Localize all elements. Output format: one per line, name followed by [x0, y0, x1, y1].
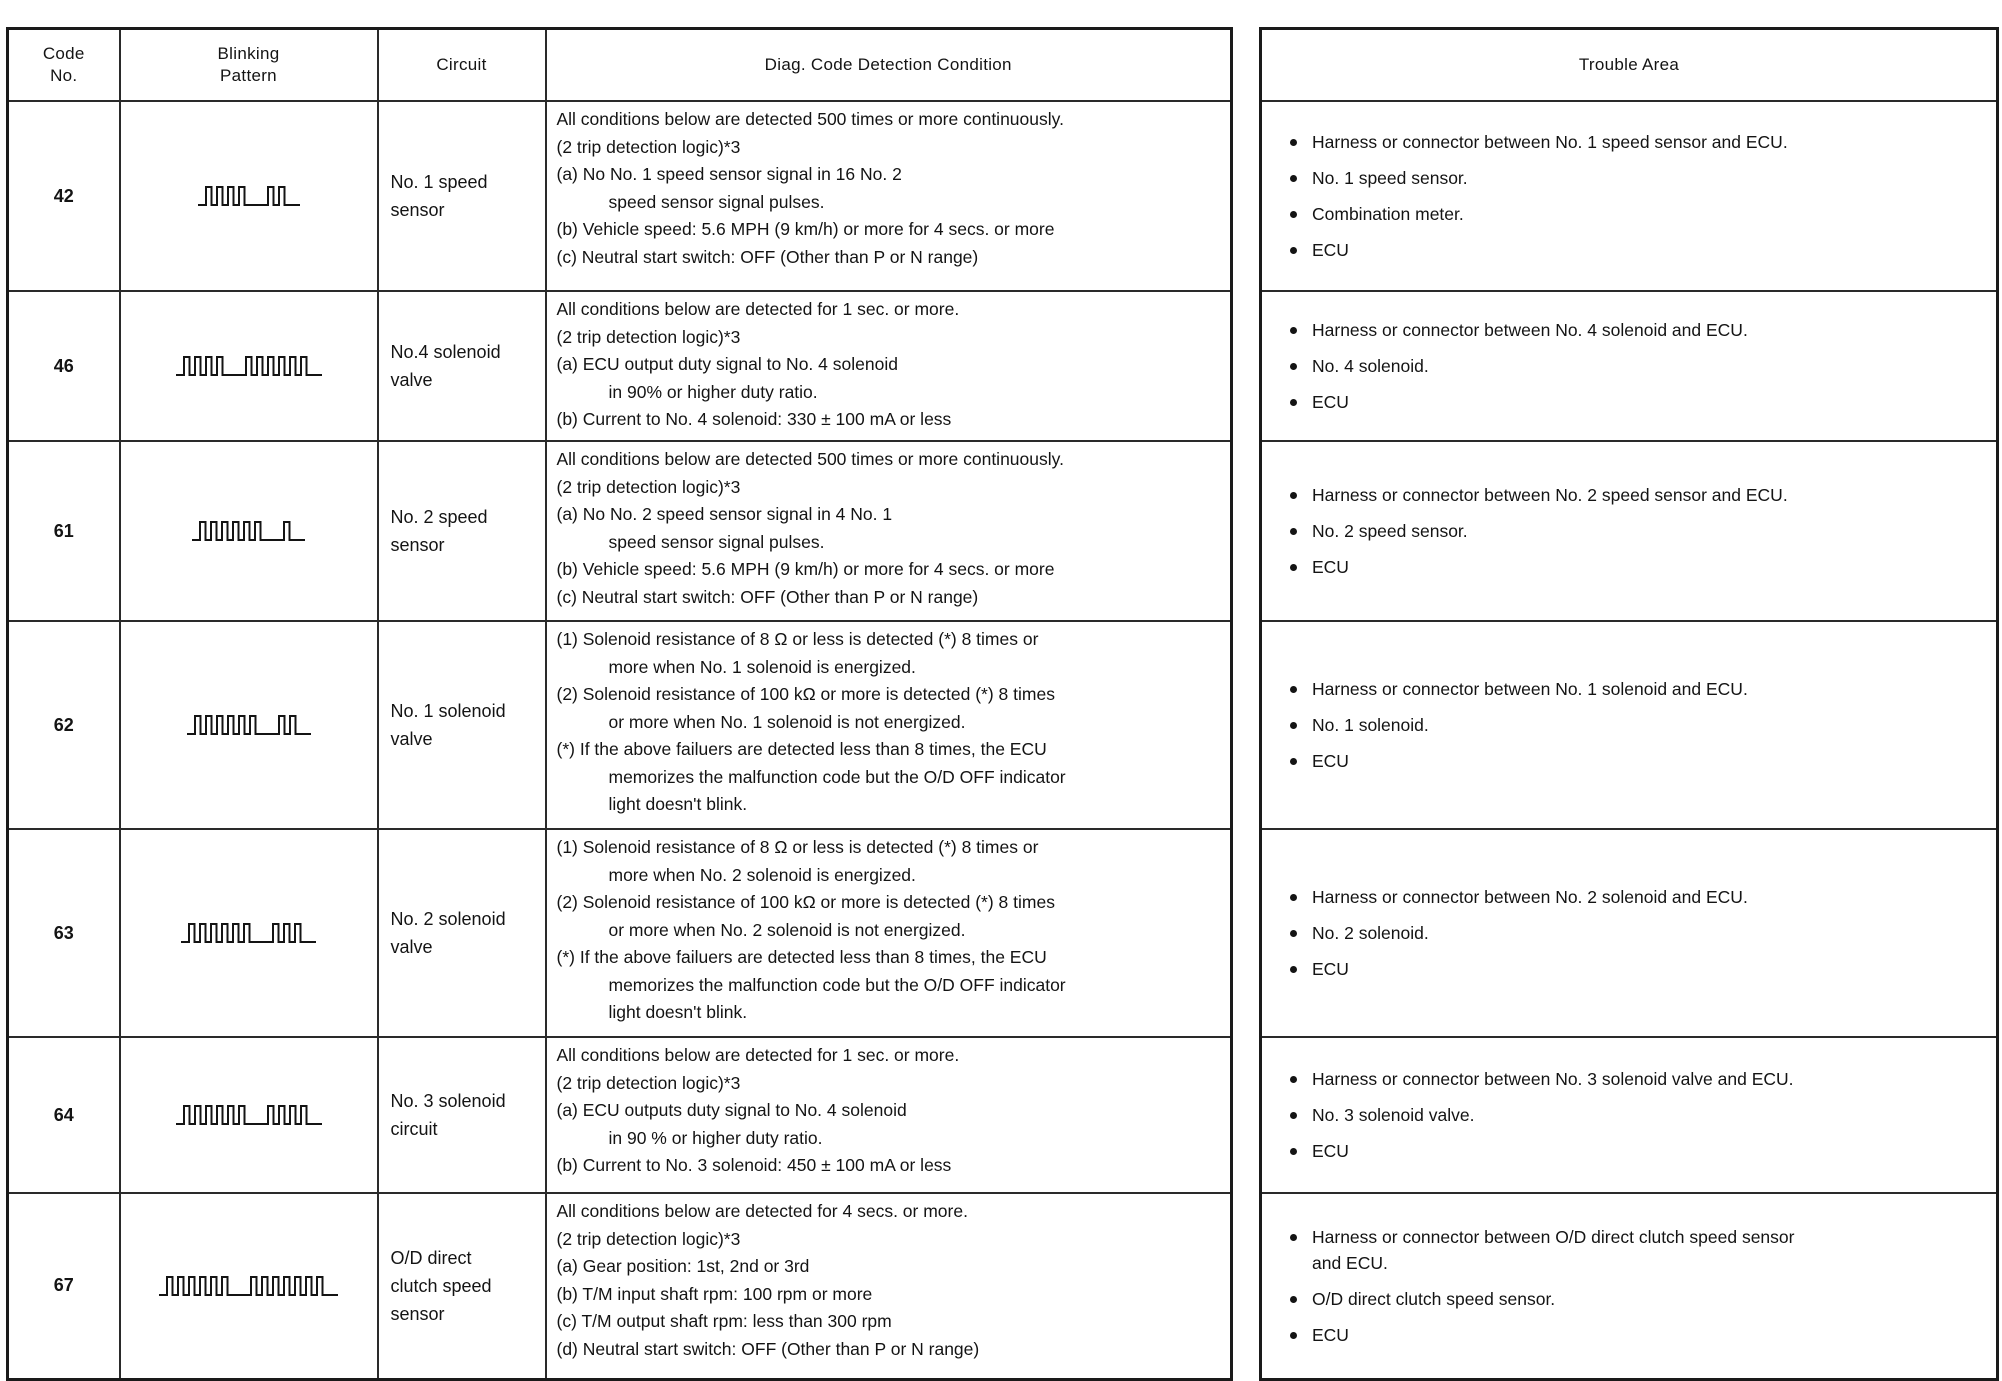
circuit-name	[378, 291, 546, 441]
trouble-area	[1261, 441, 1998, 621]
trouble-item	[1288, 920, 1982, 946]
condition-line: in 90% or higher duty ratio.	[608, 381, 818, 402]
code-number: 67	[8, 1193, 120, 1379]
circuit-name	[378, 1193, 546, 1379]
table-row	[8, 1037, 1232, 1193]
waveform-line	[198, 187, 300, 205]
condition-line: All conditions below are detected for 1 sec. or more.	[556, 1045, 960, 1065]
condition-line: (2 trip detection logic)*3	[556, 136, 741, 157]
detection-condition	[546, 1193, 1232, 1379]
blinking-pattern	[120, 441, 378, 621]
table-row	[8, 621, 1232, 829]
circuit-line: circuit	[390, 1119, 438, 1139]
condition-line: (*) If the above failuers are detected less than 8 times, the ECU	[556, 739, 1047, 759]
table-row	[1261, 441, 1998, 621]
waveform-line	[159, 1277, 338, 1295]
trouble-item	[1288, 389, 1982, 415]
circuit-line: No. 3 solenoid	[390, 1091, 506, 1111]
code-number: 64	[8, 1037, 120, 1193]
circuit-name	[378, 1037, 546, 1193]
trouble-item	[1288, 237, 1982, 263]
condition-line: All conditions below are detected for 1 sec. or more.	[556, 299, 960, 319]
condition-line: memorizes the malfunction code but the O/D OFF indicator	[608, 974, 1066, 995]
condition-line: in 90 % or higher duty ratio.	[608, 1127, 823, 1148]
trouble-item	[1288, 1066, 1982, 1092]
detection-condition	[546, 101, 1232, 291]
blink-pattern-waveform	[176, 1102, 322, 1128]
condition-line: (b) Vehicle speed: 5.6 MPH (9 km/h) or more for 4 secs. or more	[556, 559, 1055, 579]
condition-line: (b) Current to No. 4 solenoid: 330 ± 100 mA or less	[556, 409, 952, 429]
condition-line: (a) No No. 1 speed sensor signal in 16 No. 2	[556, 164, 902, 184]
circuit-line: sensor	[390, 200, 445, 220]
condition-line: (2) Solenoid resistance of 100 kΩ or more is detected (*) 8 times	[556, 684, 1055, 704]
trouble-item-text: ECU	[1312, 392, 1349, 412]
trouble-item-text: No. 2 solenoid.	[1312, 923, 1429, 943]
circuit-name	[378, 101, 546, 291]
trouble-item	[1288, 1102, 1982, 1128]
condition-line: (d) Neutral start switch: OFF (Other than P or N range)	[556, 1338, 980, 1359]
trouble-item	[1288, 518, 1982, 544]
trouble-item-text: O/D direct clutch speed sensor.	[1312, 1288, 1556, 1309]
trouble-item-text: ECU	[1312, 751, 1349, 771]
condition-line: speed sensor signal pulses.	[608, 531, 825, 552]
trouble-item-text: No. 1 solenoid.	[1312, 715, 1429, 735]
condition-line: (a) ECU output duty signal to No. 4 solenoid	[556, 354, 898, 374]
header-detection-condition: Diag. Code Detection Condition	[546, 29, 1232, 102]
trouble-item-text: ECU	[1312, 240, 1349, 260]
trouble-item	[1288, 165, 1982, 191]
diag-code-table	[6, 27, 1233, 1381]
trouble-area-table	[1259, 27, 1999, 1381]
condition-line: (2 trip detection logic)*3	[556, 326, 741, 347]
header-blinking-pattern: Blinking Pattern	[120, 29, 378, 102]
trouble-item-text: No. 1 speed sensor.	[1312, 168, 1468, 188]
waveform-line	[187, 716, 311, 734]
waveform-line	[176, 357, 322, 375]
trouble-area	[1261, 829, 1998, 1037]
condition-line: or more when No. 2 solenoid is not energized.	[608, 919, 966, 940]
condition-line: more when No. 1 solenoid is energized.	[608, 656, 916, 677]
blink-pattern-waveform	[198, 183, 300, 209]
condition-line: (c) Neutral start switch: OFF (Other than P or N range)	[556, 586, 979, 607]
condition-line: (a) ECU outputs duty signal to No. 4 solenoid	[556, 1100, 907, 1120]
circuit-line: No. 2 solenoid	[390, 909, 506, 929]
trouble-table-header-row	[1261, 29, 1998, 102]
trouble-item	[1288, 317, 1982, 343]
circuit-line: No. 2 speed	[390, 507, 488, 527]
table-row	[1261, 1037, 1998, 1193]
blink-pattern-waveform	[181, 920, 316, 946]
circuit-name	[378, 829, 546, 1037]
table-row	[8, 1193, 1232, 1379]
trouble-item-text: Harness or connector between No. 2 solenoid and ECU.	[1312, 887, 1748, 907]
trouble-item	[1288, 1138, 1982, 1164]
detection-condition	[546, 829, 1232, 1037]
detection-condition	[546, 441, 1232, 621]
circuit-line: valve	[390, 729, 433, 749]
condition-line: (*) If the above failuers are detected less than 8 times, the ECU	[556, 947, 1047, 967]
detection-condition	[546, 621, 1232, 829]
trouble-item-text: ECU	[1312, 557, 1349, 577]
code-number: 61	[8, 441, 120, 621]
header-circuit: Circuit	[378, 29, 546, 102]
circuit-line: sensor	[390, 535, 445, 555]
table-row	[1261, 1193, 1998, 1379]
condition-line: (2 trip detection logic)*3	[556, 1228, 741, 1249]
condition-line: speed sensor signal pulses.	[608, 191, 825, 212]
condition-line: or more when No. 1 solenoid is not energized.	[608, 711, 966, 732]
trouble-table-body	[1261, 101, 1998, 1379]
code-number: 46	[8, 291, 120, 441]
condition-line: more when No. 2 solenoid is energized.	[608, 864, 916, 885]
trouble-item	[1288, 129, 1982, 155]
condition-line: (2 trip detection logic)*3	[556, 1072, 741, 1093]
blinking-pattern	[120, 101, 378, 291]
trouble-item-text: Combination meter.	[1312, 204, 1464, 224]
condition-line: (2) Solenoid resistance of 100 kΩ or more is detected (*) 8 times	[556, 892, 1055, 912]
table-row	[8, 101, 1232, 291]
blink-pattern-waveform	[159, 1273, 338, 1299]
code-number: 42	[8, 101, 120, 291]
circuit-name	[378, 621, 546, 829]
trouble-item	[1288, 884, 1982, 910]
trouble-item	[1288, 353, 1982, 379]
trouble-area	[1261, 1037, 1998, 1193]
condition-line: All conditions below are detected 500 times or more continuously.	[556, 449, 1064, 469]
condition-line: (1) Solenoid resistance of 8 Ω or less is detected (*) 8 times or	[556, 837, 1039, 857]
trouble-area	[1261, 1193, 1998, 1379]
circuit-line: sensor	[390, 1303, 445, 1324]
table-row	[8, 441, 1232, 621]
table-row	[1261, 621, 1998, 829]
table-row	[1261, 291, 1998, 441]
trouble-item-text: ECU	[1312, 1324, 1349, 1345]
diag-table-body	[8, 101, 1232, 1379]
trouble-item	[1288, 676, 1982, 702]
blinking-pattern	[120, 1037, 378, 1193]
trouble-item	[1288, 956, 1982, 982]
detection-condition	[546, 291, 1232, 441]
blinking-pattern	[120, 291, 378, 441]
circuit-line: valve	[390, 937, 433, 957]
circuit-line: No. 1 speed	[390, 172, 488, 192]
trouble-item-text: No. 3 solenoid valve.	[1312, 1105, 1475, 1125]
circuit-line: No.4 solenoid	[390, 342, 501, 362]
trouble-area	[1261, 101, 1998, 291]
trouble-item	[1288, 482, 1982, 508]
condition-line: All conditions below are detected for 4 secs. or more.	[556, 1201, 968, 1221]
trouble-item-text: ECU	[1312, 959, 1349, 979]
condition-line: (c) T/M output shaft rpm: less than 300 rpm	[556, 1311, 892, 1331]
detection-condition	[546, 1037, 1232, 1193]
condition-line: (1) Solenoid resistance of 8 Ω or less is detected (*) 8 times or	[556, 629, 1039, 649]
condition-line: (b) Vehicle speed: 5.6 MPH (9 km/h) or more for 4 secs. or more	[556, 219, 1055, 239]
condition-line: memorizes the malfunction code but the O/D OFF indicator	[608, 766, 1066, 787]
table-row	[1261, 829, 1998, 1037]
circuit-line: No. 1 solenoid	[390, 701, 506, 721]
trouble-item	[1288, 554, 1982, 580]
waveform-line	[176, 1106, 322, 1124]
condition-line: light doesn't blink.	[608, 1002, 748, 1022]
circuit-line: valve	[390, 370, 433, 390]
trouble-item	[1288, 201, 1982, 227]
table-row	[8, 291, 1232, 441]
circuit-line: O/D direct	[390, 1247, 472, 1268]
condition-line: (c) Neutral start switch: OFF (Other than P or N range)	[556, 246, 979, 267]
condition-line: (b) T/M input shaft rpm: 100 rpm or more	[556, 1283, 873, 1304]
condition-line: (a) No No. 2 speed sensor signal in 4 No. 1	[556, 504, 893, 524]
condition-line: (b) Current to No. 3 solenoid: 450 ± 100 mA or less	[556, 1155, 952, 1175]
trouble-item-text: ECU	[1312, 1141, 1349, 1161]
header-trouble-area: Trouble Area	[1261, 29, 1998, 102]
trouble-item-text: Harness or connector between No. 1 solenoid and ECU.	[1312, 679, 1748, 699]
waveform-line	[192, 522, 305, 540]
condition-line: (a) Gear position: 1st, 2nd or 3rd	[556, 1256, 810, 1276]
code-number: 63	[8, 829, 120, 1037]
circuit-line: clutch speed	[390, 1275, 492, 1296]
trouble-item	[1288, 1286, 1982, 1312]
circuit-name	[378, 441, 546, 621]
condition-line: light doesn't blink.	[608, 794, 748, 814]
trouble-item-text: and ECU.	[1312, 1252, 1388, 1273]
trouble-item	[1288, 1224, 1982, 1276]
trouble-item	[1288, 712, 1982, 738]
blink-pattern-waveform	[187, 712, 311, 738]
blink-pattern-waveform	[192, 518, 305, 544]
blinking-pattern	[120, 1193, 378, 1379]
blinking-pattern	[120, 621, 378, 829]
waveform-line	[181, 924, 316, 942]
trouble-item-text: Harness or connector between No. 4 solenoid and ECU.	[1312, 320, 1748, 340]
trouble-area	[1261, 621, 1998, 829]
trouble-item	[1288, 748, 1982, 774]
blinking-pattern	[120, 829, 378, 1037]
blink-pattern-waveform	[176, 353, 322, 379]
condition-line: (2 trip detection logic)*3	[556, 476, 741, 497]
code-number: 62	[8, 621, 120, 829]
trouble-item-text: Harness or connector between No. 2 speed sensor and ECU.	[1312, 485, 1788, 505]
trouble-item-text: Harness or connector between O/D direct clutch speed sensor	[1312, 1226, 1795, 1247]
table-row	[8, 829, 1232, 1037]
trouble-item-text: Harness or connector between No. 3 solenoid valve and ECU.	[1312, 1069, 1794, 1089]
trouble-item-text: Harness or connector between No. 1 speed sensor and ECU.	[1312, 132, 1788, 152]
trouble-area	[1261, 291, 1998, 441]
header-code-no: Code No.	[8, 29, 120, 102]
trouble-item	[1288, 1322, 1982, 1348]
trouble-item-text: No. 2 speed sensor.	[1312, 521, 1468, 541]
table-row	[1261, 101, 1998, 291]
diag-table-header-row	[8, 29, 1232, 102]
condition-line: All conditions below are detected 500 times or more continuously.	[556, 109, 1064, 129]
trouble-item-text: No. 4 solenoid.	[1312, 356, 1429, 376]
